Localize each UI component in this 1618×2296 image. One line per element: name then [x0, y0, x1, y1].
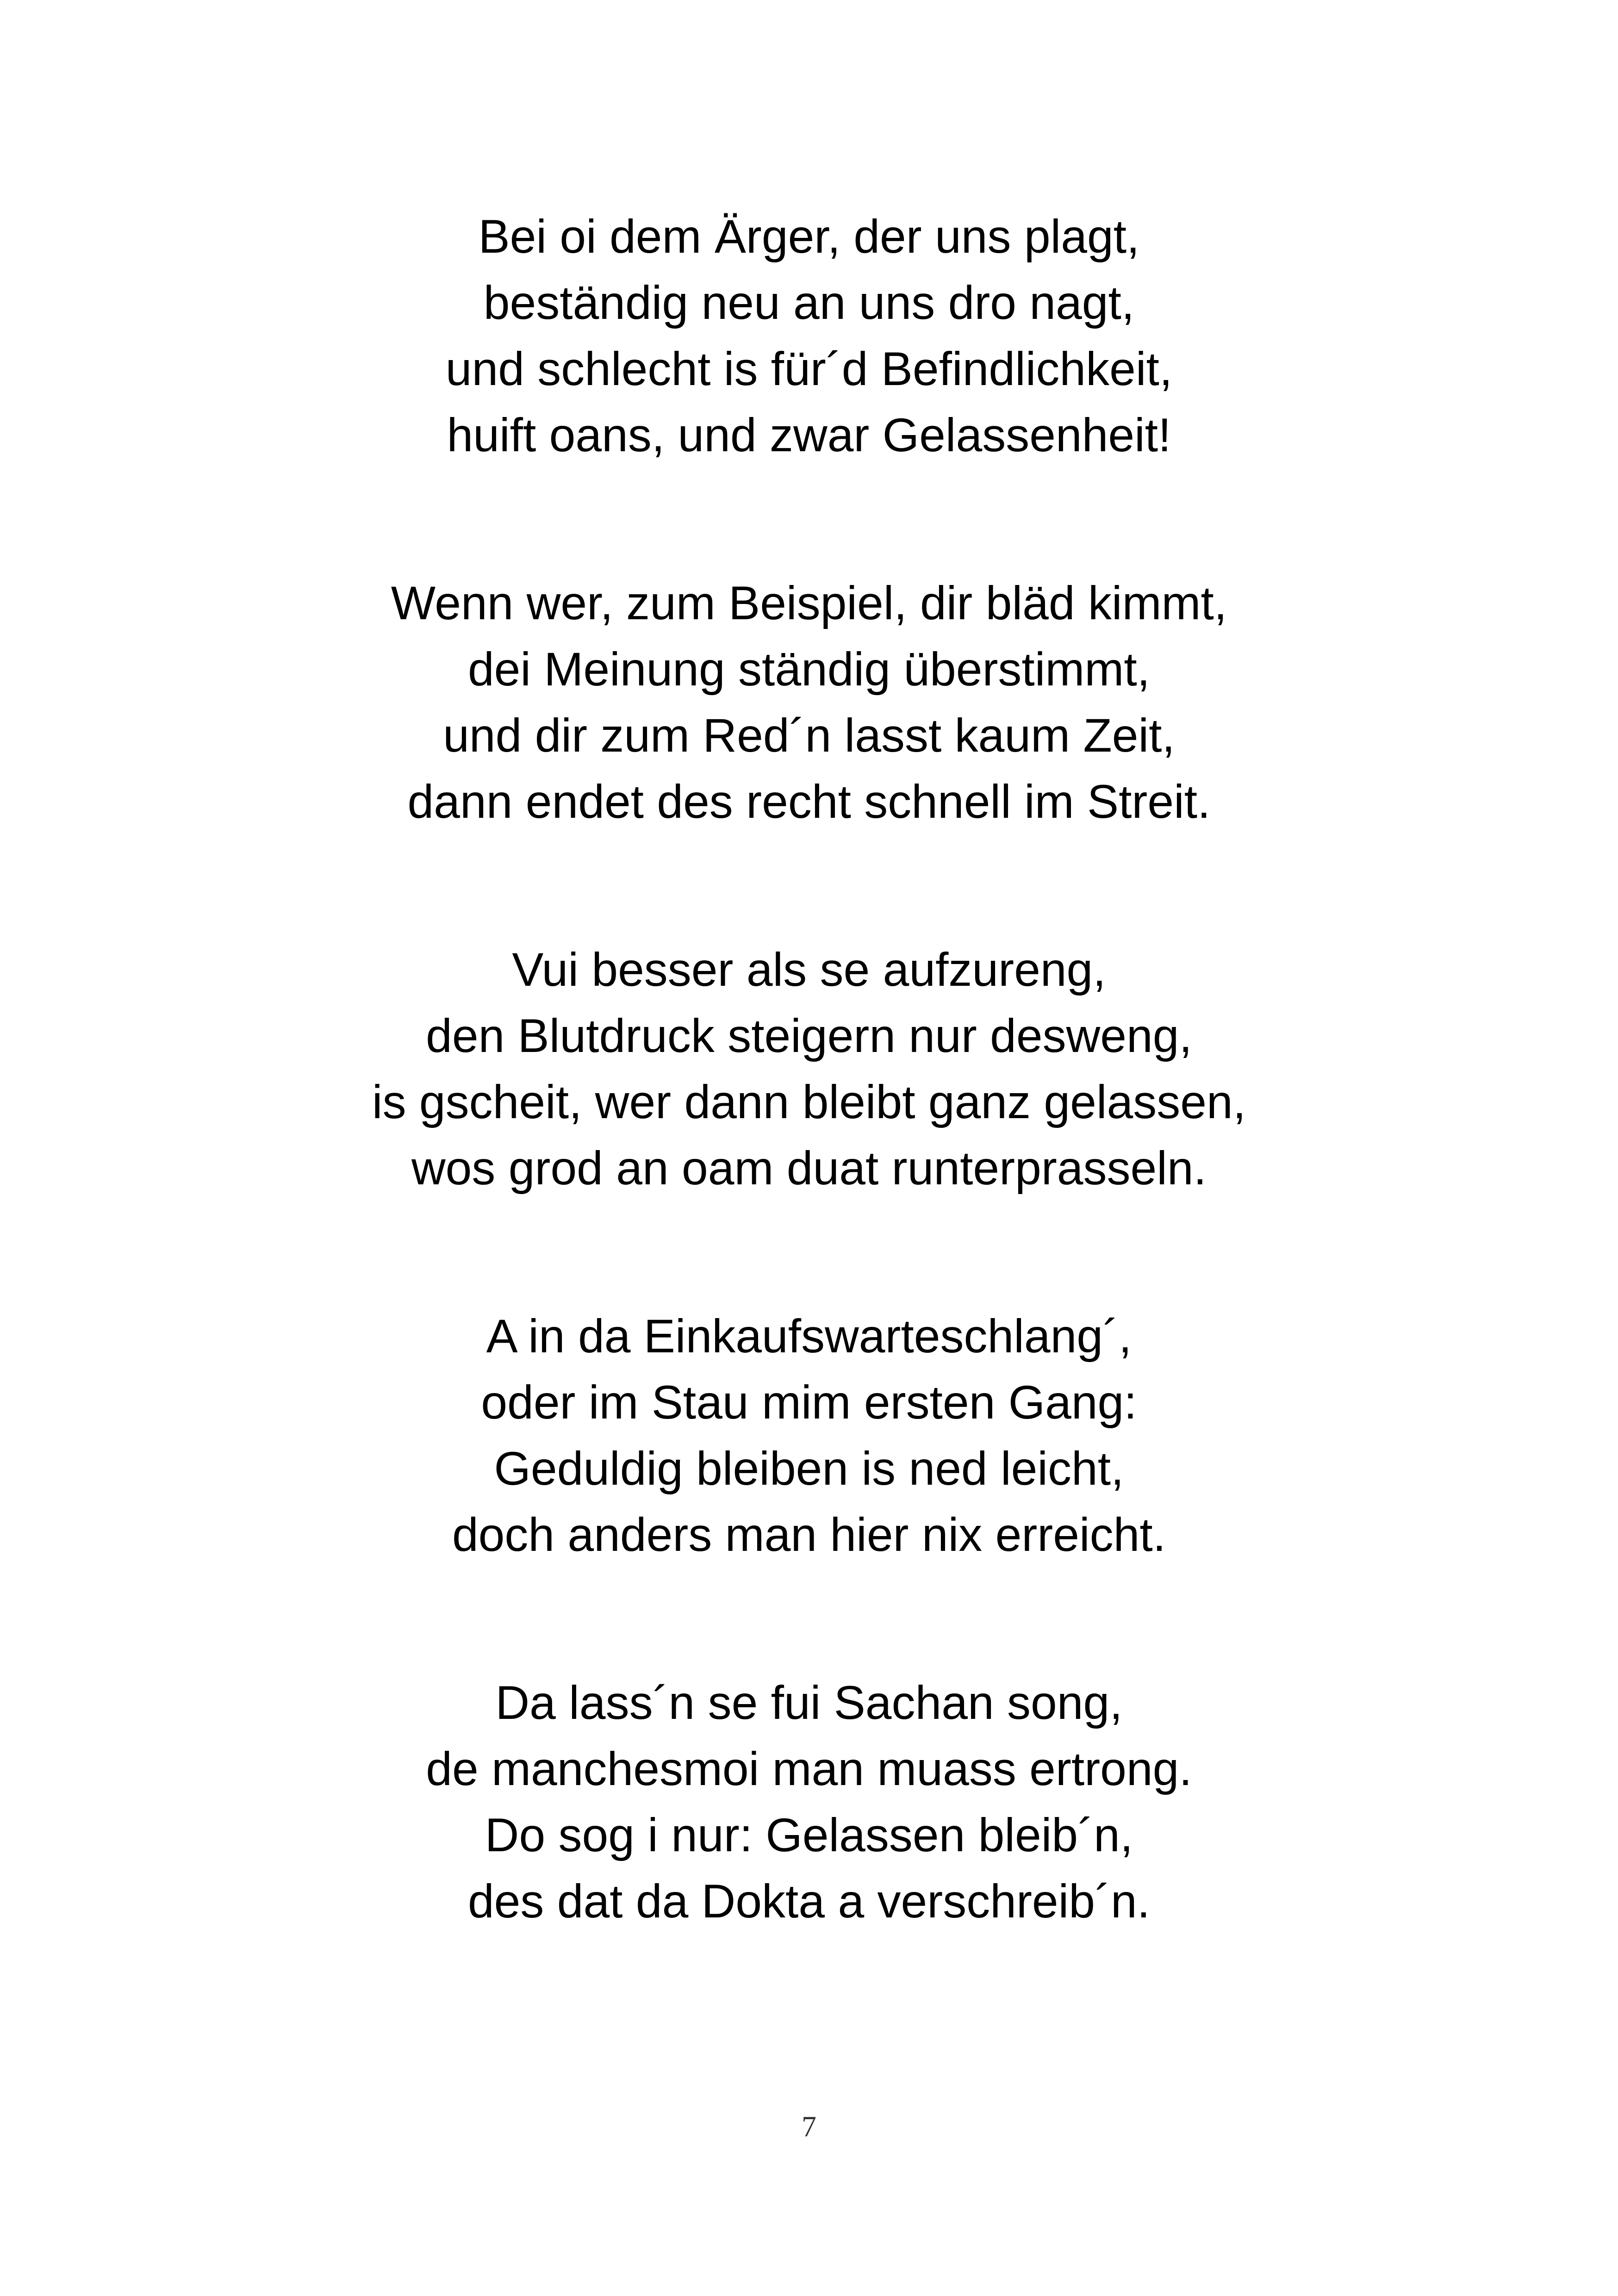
- poem-line: und dir zum Red´n lasst kaum Zeit,: [443, 709, 1175, 762]
- stanza-4: [0, 1303, 1618, 1568]
- page-number: 7: [802, 2110, 816, 2143]
- poem-line: Da lass´n se fui Sachan song,: [495, 1676, 1123, 1729]
- poem-line: des dat da Dokta a verschreib´n.: [467, 1875, 1151, 1928]
- stanza-1: [0, 204, 1618, 468]
- poem-line: oder im Stau mim ersten Gang:: [481, 1376, 1137, 1429]
- poem-line: Do sog i nur: Gelassen bleib´n,: [485, 1809, 1133, 1861]
- stanza-2: [0, 570, 1618, 835]
- poem-line: wos grod an oam duat runterprasseln.: [411, 1142, 1207, 1195]
- poem-line: Bei oi dem Ärger, der uns plagt,: [478, 210, 1140, 263]
- poem-line: Vui besser als se aufzureng,: [512, 943, 1106, 996]
- stanza-3: [0, 937, 1618, 1201]
- poem-line: dei Meinung ständig überstimmt,: [467, 643, 1151, 696]
- poem-line: beständig neu an uns dro nagt,: [483, 276, 1135, 329]
- poem-line: A in da Einkaufswarteschlang´,: [486, 1310, 1132, 1363]
- poem-line: Wenn wer, zum Beispiel, dir bläd kimmt,: [391, 577, 1227, 629]
- poem-line: is gscheit, wer dann bleibt ganz gelassen,: [372, 1076, 1246, 1128]
- poem-line: dann endet des recht schnell im Streit.: [407, 775, 1211, 828]
- poem-line: huift oans, und zwar Gelassenheit!: [447, 409, 1171, 461]
- poem-line: doch anders man hier nix erreicht.: [452, 1508, 1166, 1561]
- stanza-5: [0, 1670, 1618, 1935]
- poem-line: de manchesmoi man muass ertrong.: [426, 1742, 1192, 1795]
- poem-line: und schlecht is für´d Befindlichkeit,: [445, 342, 1173, 395]
- poem-line: Geduldig bleiben is ned leicht,: [494, 1442, 1124, 1495]
- poem: [0, 204, 1618, 2036]
- poem-line: den Blutdruck steigern nur desweng,: [426, 1009, 1192, 1062]
